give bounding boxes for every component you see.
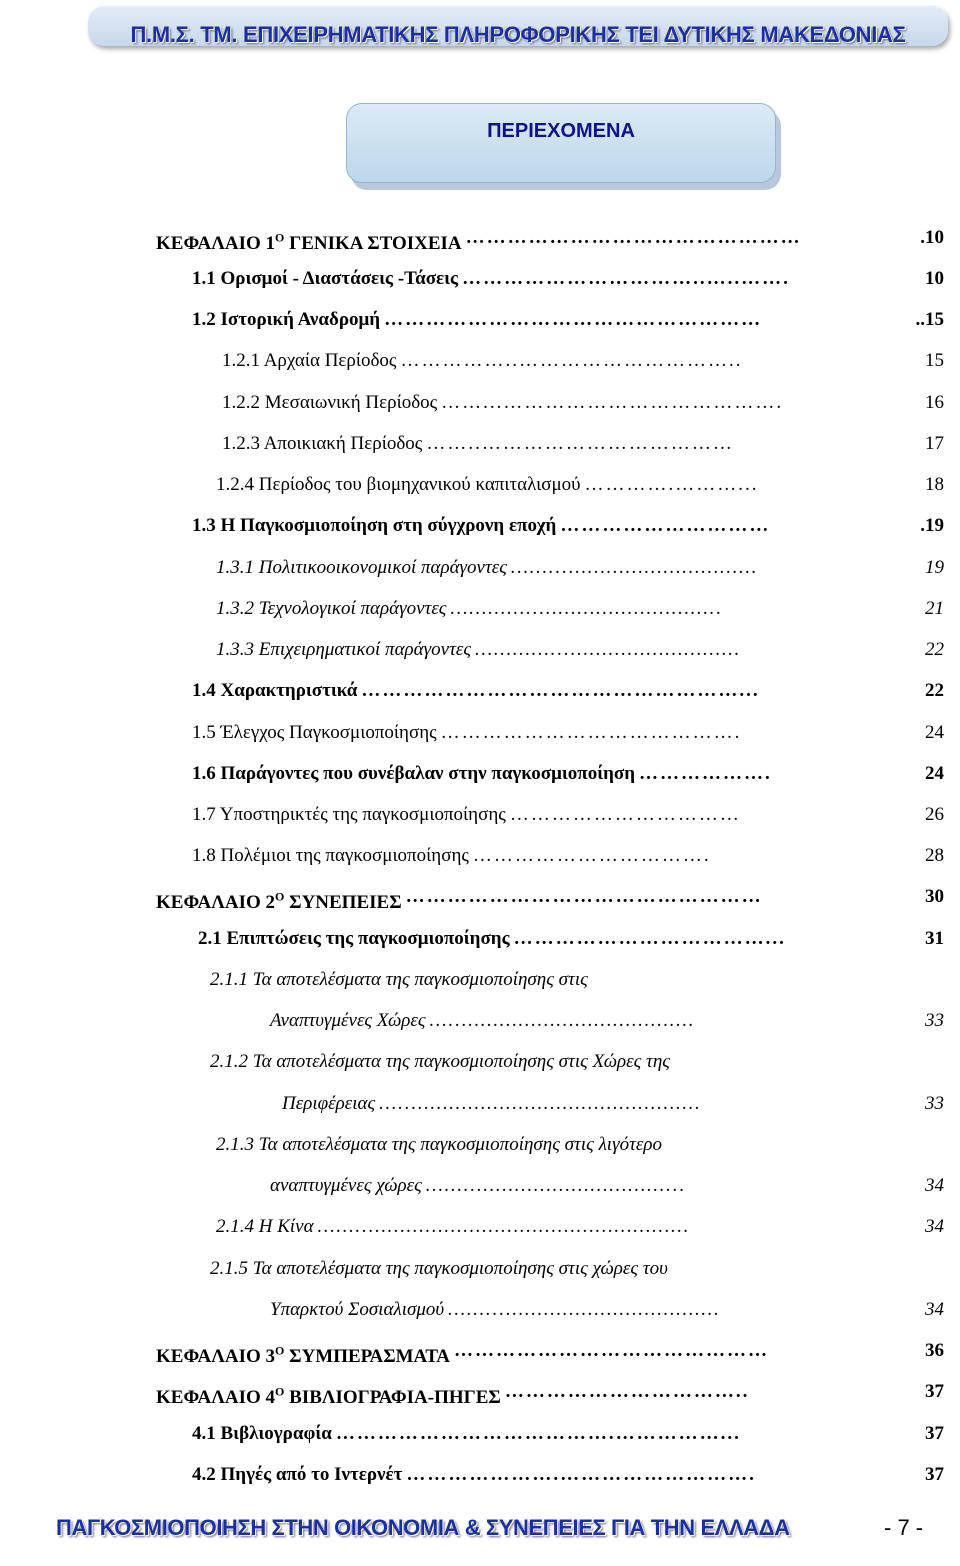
toc-leader-dots: ………………………………………… xyxy=(465,227,802,248)
toc-entry xyxy=(216,1214,944,1240)
toc-entry-page: 30 xyxy=(925,886,944,907)
toc-entry-label: 1.3 Η Παγκοσμιοποίηση στη σύγχρονη εποχή xyxy=(192,515,557,536)
toc-entry-label: 1.5 Έλεγχος Παγκοσμιοποίησης xyxy=(192,722,437,743)
toc-entry-page: 34 xyxy=(925,1216,944,1237)
header-title: Π.Μ.Σ. ΤΜ. ΕΠΙΧΕΙΡΗΜΑΤΙΚΗΣ ΠΛΗΡΟΦΟΡΙΚΗΣ ΤΕΙ ΔΥΤΙΚΗΣ ΜΑΚΕΔΟΝΙΑΣ xyxy=(130,22,906,47)
toc-entry-label: ΚΕΦΑΛΑΙΟ $2^O$ ΣΥΝΕΠΕΙΕΣ xyxy=(156,890,402,914)
toc-entry-page: 37 xyxy=(925,1381,944,1402)
toc-entry-label: 1.2.1 Αρχαία Περίοδος xyxy=(222,350,397,371)
toc-entry-page: 24 xyxy=(925,763,944,784)
toc-leader-dots: ……...………………………… xyxy=(510,557,758,578)
toc-entry-page: 28 xyxy=(925,845,944,866)
toc-entry-label: 1.3.2 Τεχνολογικοί παράγοντες xyxy=(216,598,447,619)
toc-leader-dots: ………………………………... xyxy=(513,928,786,949)
toc-entry-label: 1.3.3 Επιχειρηματικοί παράγοντες xyxy=(216,639,472,660)
toc-leader-dots: …..………………………………. xyxy=(429,1010,696,1031)
toc-leader-dots: …………………………………………… xyxy=(405,886,763,907)
toc-entry-label: Περιφέρειας xyxy=(282,1093,376,1114)
toc-entry xyxy=(192,678,944,704)
toc-entry-label: 4.2 Πηγές από το Ιντερνέτ xyxy=(192,1464,403,1485)
toc-entry xyxy=(192,761,944,787)
toc-chapter-ordinal: Ο xyxy=(275,890,285,904)
toc-entry-label: 2.1.4 Η Κίνα xyxy=(216,1216,314,1237)
toc-leader-dots: ………………………………………………... xyxy=(361,680,760,701)
toc-leader-dots: ………………………………….……………... xyxy=(335,1423,741,1444)
toc-leader-dots: …………..……………………….. xyxy=(450,598,724,619)
toc-entry xyxy=(270,1173,944,1199)
toc-leader-dots: ……………..………………………….. xyxy=(400,350,743,371)
toc-entry-page: 18 xyxy=(925,474,944,495)
toc-entry-page: 19 xyxy=(925,557,944,578)
toc-entry xyxy=(192,843,944,869)
toc-leader-dots: ……..……………………………… xyxy=(426,433,734,454)
toc-entry-label: 4.1 Βιβλιογραφία xyxy=(192,1423,332,1444)
toc-entry xyxy=(192,513,944,539)
toc-entry-page: 37 xyxy=(925,1464,944,1485)
toc-leader-dots: …………………………….. xyxy=(504,1381,750,1402)
toc-entry-page: 16 xyxy=(925,392,944,413)
toc-leader-dots: ……………………………..…..……. xyxy=(462,268,790,289)
toc-entry-label: 1.2.2 Μεσαιωνική Περίοδος xyxy=(222,392,438,413)
toc-entry-page: 37 xyxy=(925,1423,944,1444)
toc-entry-label: ΚΕΦΑΛΑΙΟ $3^O$ ΣΥΜΠΕΡΑΣΜΑΤΑ xyxy=(156,1344,450,1368)
toc-leader-dots: …..………………………………………. xyxy=(379,1093,702,1114)
toc-entry-label: 2.1.5 Τα αποτελέσματα της παγκοσμιοποίησης στις χώρες του xyxy=(210,1258,668,1279)
toc-entry xyxy=(210,1049,944,1075)
toc-entry-page: 22 xyxy=(925,680,944,701)
toc-entry-label: 1.2 Ιστορική Αναδρομή xyxy=(192,309,381,330)
toc-entry-page: .10 xyxy=(920,227,944,248)
toc-entry-label: 1.2.4 Περίοδος του βιομηχανικού καπιταλισμού xyxy=(216,474,581,495)
toc-entry xyxy=(192,307,944,333)
toc-entry xyxy=(156,1379,944,1409)
toc-entry xyxy=(222,431,944,457)
toc-entry xyxy=(192,1421,944,1447)
toc-entry-page: 24 xyxy=(925,722,944,743)
toc-entry-page: 26 xyxy=(925,804,944,825)
toc-entry xyxy=(156,225,944,255)
toc-entry xyxy=(192,1462,944,1488)
toc-entry-label: 1.4 Χαρακτηριστικά xyxy=(192,680,358,701)
toc-entry xyxy=(282,1091,944,1117)
contents-box xyxy=(346,103,776,183)
toc-entry-label: 2.1 Επιπτώσεις της παγκοσμιοποίησης xyxy=(198,928,510,949)
toc-entry-label: 1.2.3 Αποικιακή Περίοδος xyxy=(222,433,423,454)
toc-entry-label: ΚΕΦΑΛΑΙΟ $1^O$ ΓΕΝΙΚΑ ΣΤΟΙΧΕΙΑ xyxy=(156,231,462,255)
toc-entry xyxy=(210,967,944,993)
toc-leader-dots: ……………………………………………… xyxy=(384,309,763,330)
toc-entry-label: αναπτυγμένες χώρες xyxy=(270,1175,422,1196)
toc-leader-dots: ………………….………………………. xyxy=(406,1464,756,1485)
toc-entry-label: 1.1 Ορισμοί - Διαστάσεις -Τάσεις xyxy=(192,268,459,289)
toc-entry xyxy=(270,1297,944,1323)
toc-entry-page: .19 xyxy=(920,515,944,536)
toc-leader-dots: ……..…………………………………………… xyxy=(317,1216,691,1237)
toc-entry-page: 17 xyxy=(925,433,944,454)
toc-leader-dots: ……...…………………………………. xyxy=(441,392,784,413)
toc-entry-label: 2.1.2 Τα αποτελέσματα της παγκοσμιοποίησης στις Χώρες της xyxy=(210,1051,670,1072)
toc-entry-page: 34 xyxy=(925,1299,944,1320)
toc-entry-label: 1.8 Πολέμιοι της παγκοσμιοποίησης xyxy=(192,845,469,866)
toc-entry xyxy=(192,720,944,746)
toc-entry-label: 2.1.1 Τα αποτελέσματα της παγκοσμιοποίησης στις xyxy=(210,969,588,990)
toc-entry-page: 34 xyxy=(925,1175,944,1196)
toc-entry-page: 10 xyxy=(925,268,944,289)
toc-entry-label: 1.6 Παράγοντες που συνέβαλαν στην παγκοσμιοποίηση xyxy=(192,763,636,784)
toc-entry xyxy=(216,1132,944,1158)
toc-entry xyxy=(198,926,944,952)
toc-leader-dots: ……...……………………………. xyxy=(448,1299,721,1320)
toc-leader-dots: …………………………… xyxy=(509,804,741,825)
toc-entry xyxy=(192,802,944,828)
toc-entry-page: 31 xyxy=(925,928,944,949)
toc-leader-dots: ………………. xyxy=(639,763,772,784)
toc-entry-page: ..15 xyxy=(915,309,944,330)
toc-leader-dots: ……………………………………. xyxy=(440,722,742,743)
toc-entry xyxy=(216,555,944,581)
toc-entry-label: 1.7 Υποστηρικτές της παγκοσμιοποίησης xyxy=(192,804,506,825)
toc-chapter-ordinal: Ο xyxy=(275,1385,285,1399)
toc-entry xyxy=(216,472,944,498)
toc-entry xyxy=(222,390,944,416)
toc-chapter-ordinal: Ο xyxy=(275,231,285,245)
toc-entry-label: ΚΕΦΑΛΑΙΟ $4^O$ ΒΙΒΛΙΟΓΡΑΦΙΑ-ΠΗΓΕΣ xyxy=(156,1385,501,1409)
toc-entry-label: Αναπτυγμένες Χώρες xyxy=(270,1010,426,1031)
footer-title: ΠΑΓΚΟΣΜΙΟΠΟΙΗΣΗ ΣΤΗΝ ΟΙΚΟΝΟΜΙΑ & ΣΥΝΕΠΕΙΕΣ ΓΙΑ ΤΗΝ ΕΛΛΑΔΑ xyxy=(56,1515,790,1540)
toc-entry xyxy=(210,1256,944,1282)
toc-entry xyxy=(216,596,944,622)
toc-entry-page: 33 xyxy=(925,1093,944,1114)
toc-leader-dots: ……………………………………… xyxy=(453,1340,769,1361)
toc-chapter-ordinal: Ο xyxy=(275,1344,285,1358)
toc-entry-page: 36 xyxy=(925,1340,944,1361)
toc-entry xyxy=(270,1008,944,1034)
toc-entry-page: 22 xyxy=(925,639,944,660)
toc-entry-label: 2.1.3 Τα αποτελέσματα της παγκοσμιοποίησης στις λιγότερο xyxy=(216,1134,662,1155)
toc-entry-page: 21 xyxy=(925,598,944,619)
toc-entry-page: 15 xyxy=(925,350,944,371)
toc-entry-label: Υπαρκτού Σοσιαλισμού xyxy=(270,1299,445,1320)
toc-leader-dots: …………...……………………… xyxy=(475,639,741,660)
contents-title: ΠΕΡΙΕΧΟΜΕΝΑ xyxy=(487,120,635,142)
toc-entry-page: 33 xyxy=(925,1010,944,1031)
toc-entry xyxy=(222,348,944,374)
toc-entry xyxy=(156,1338,944,1368)
toc-entry xyxy=(156,884,944,914)
toc-leader-dots: ……..…………………………... xyxy=(425,1175,687,1196)
toc-entry xyxy=(192,266,944,292)
toc-leader-dots: ………………………… xyxy=(560,515,771,536)
toc-entry-label: 1.3.1 Πολιτικοοικονομικοί παράγοντες xyxy=(216,557,507,578)
toc-leader-dots: ………….………... xyxy=(584,474,759,495)
page-number: - 7 - xyxy=(884,1515,924,1540)
toc-entry xyxy=(216,637,944,663)
toc-leader-dots: ……………………………. xyxy=(472,845,711,866)
